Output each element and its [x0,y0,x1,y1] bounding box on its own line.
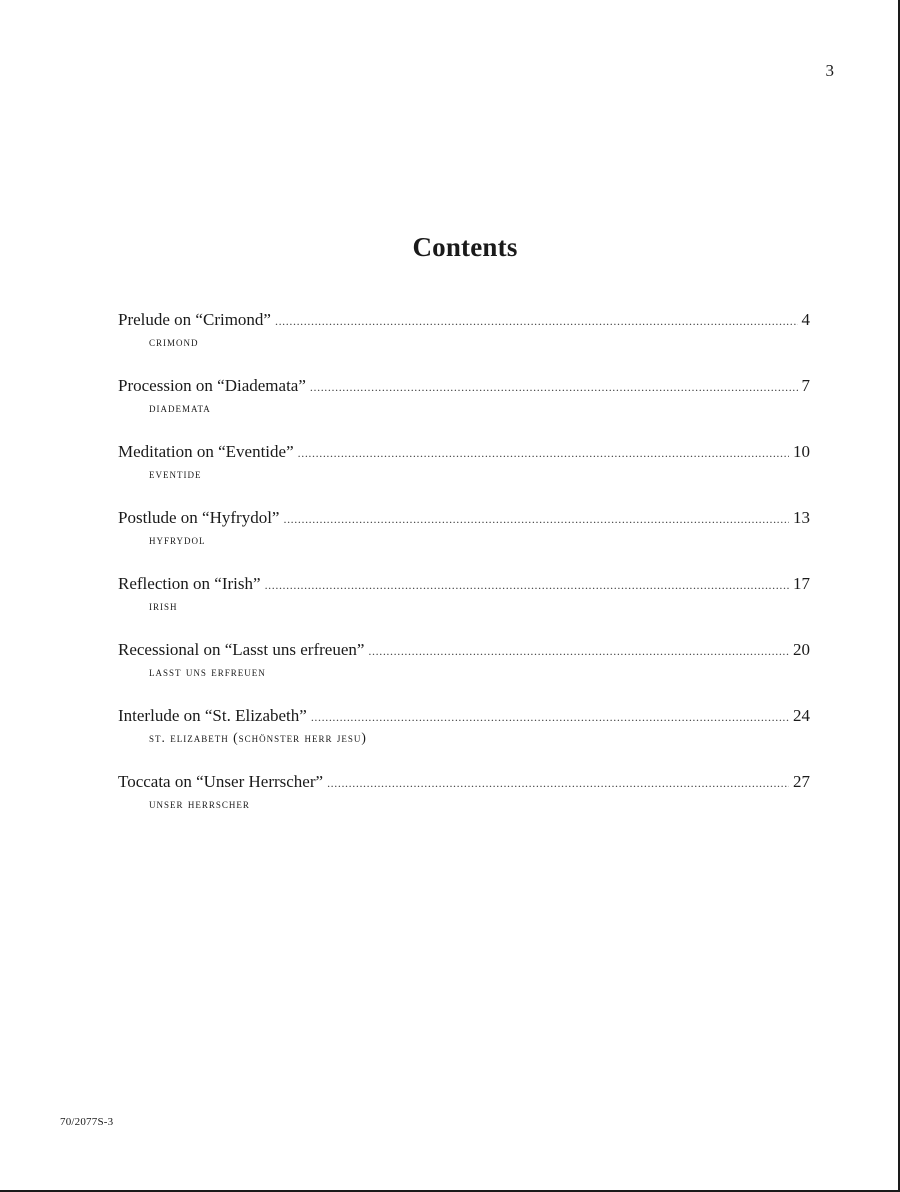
toc-entry-tune: diademata [149,400,211,415]
page-number: 3 [825,61,834,80]
toc-entry-tune: st. elizabeth (schönster herr jesu) [149,730,367,745]
toc-entry-page: 17 [793,574,810,593]
toc-entry[interactable] [118,441,810,507]
dot-leader [327,772,789,794]
toc-entry-page: 24 [793,706,810,725]
toc-entry-title: Prelude on “Crimond” [118,310,271,329]
dot-leader [275,310,798,332]
dot-leader [298,442,789,464]
toc-entry[interactable] [118,309,810,375]
dot-leader [265,574,789,596]
toc-entry[interactable] [118,573,810,639]
toc-entry-tune: crimond [149,334,199,349]
toc-entry[interactable] [118,507,810,573]
toc-entry-page: 13 [793,508,810,527]
toc-entry-tune: irish [149,598,178,613]
toc-entry-page: 10 [793,442,810,461]
toc-entry-title: Recessional on “Lasst uns erfreuen” [118,640,365,659]
dot-leader [311,706,789,728]
toc-entry[interactable] [118,705,810,771]
toc-entry-page: 7 [801,376,810,395]
toc-entry-tune: unser herrscher [149,796,250,811]
catalog-number: 70/2077S-3 [60,1116,114,1128]
toc-entry-tune: hyfrydol [149,532,206,547]
toc-entry-title: Toccata on “Unser Herrscher” [118,772,324,791]
toc-entry-line [118,573,810,596]
dot-leader [368,640,789,662]
toc-entry-line [118,375,810,398]
toc-entry[interactable] [118,771,810,837]
toc-entry-page: 20 [793,640,810,659]
toc-entry-tune: lasst uns erfreuen [149,664,266,679]
dot-leader [310,376,798,398]
toc-entry-line [118,309,810,332]
toc-entry-title: Meditation on “Eventide” [118,442,294,461]
table-of-contents [118,309,810,837]
toc-entry-line [118,705,810,728]
dot-leader [283,508,789,530]
toc-entry-page: 4 [801,310,810,329]
toc-entry-line [118,639,810,662]
toc-entry-title: Postlude on “Hyfrydol” [118,508,280,527]
toc-entry-title: Procession on “Diademata” [118,376,306,395]
toc-entry-page: 27 [793,772,810,791]
toc-entry-line [118,441,810,464]
page-title: Contents [412,232,518,262]
toc-entry-title: Interlude on “St. Elizabeth” [118,706,307,725]
toc-entry[interactable] [118,375,810,441]
toc-entry-line [118,507,810,530]
toc-entry-title: Reflection on “Irish” [118,574,261,593]
toc-entry[interactable] [118,639,810,705]
toc-entry-line [118,771,810,794]
toc-entry-tune: eventide [149,466,202,481]
